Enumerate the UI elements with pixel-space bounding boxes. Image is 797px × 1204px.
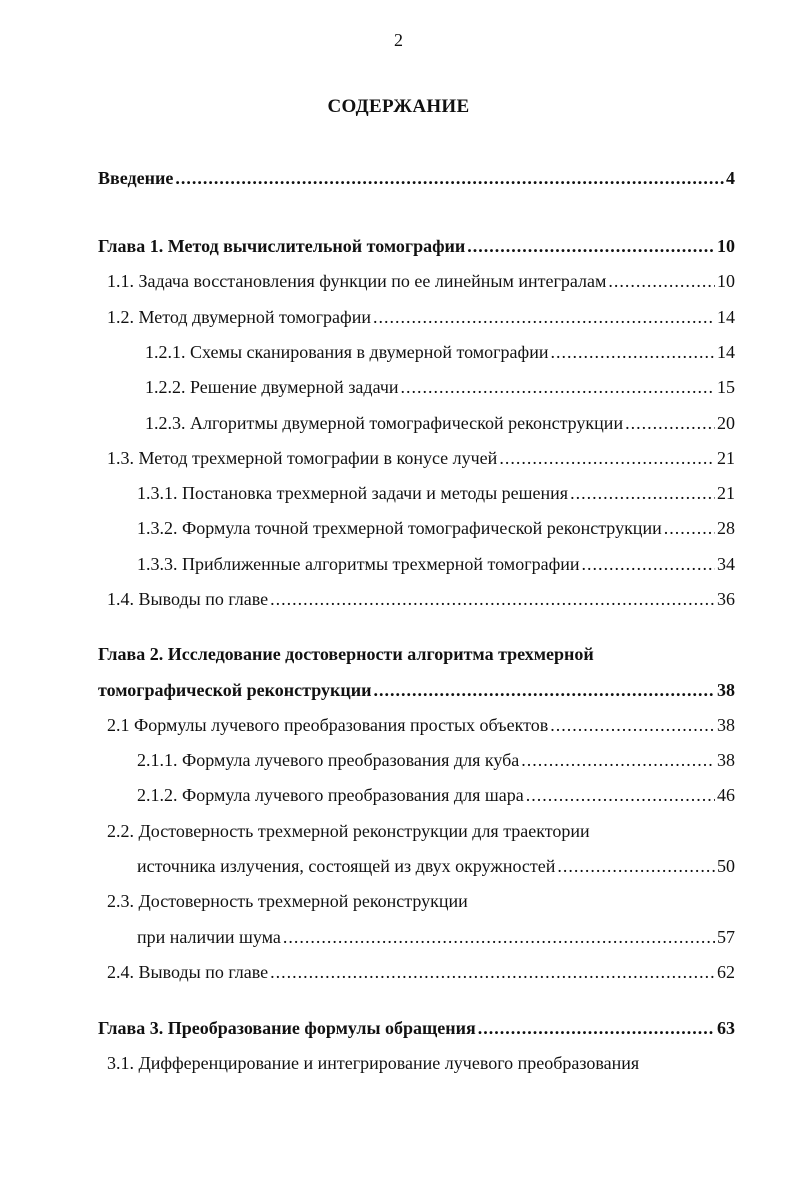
toc-entry-1-3[interactable] [107, 446, 735, 470]
toc-entry-label: Глава 3. Преобразование формулы обращения [98, 1018, 476, 1038]
dot-leader [664, 516, 715, 540]
dot-leader [570, 481, 715, 505]
toc-entry-page: 14 [717, 307, 735, 327]
dot-leader [478, 1016, 715, 1040]
toc-entry-page: 14 [717, 342, 735, 362]
toc-entry-introduction[interactable] [98, 166, 735, 190]
toc-entry-label: 2.1.2. Формула лучевого преобразования для шара [137, 785, 524, 805]
toc-entry-label: 1.2.1. Схемы сканирования в двумерной томографии [145, 342, 549, 362]
toc-entry-1-1[interactable] [107, 269, 735, 293]
toc-entry-1-2[interactable] [107, 305, 735, 329]
toc-entry-page: 62 [717, 962, 735, 982]
toc-entry-3-1[interactable]: 3.1. Дифференцирование и интегрирование лучевого преобразования [107, 1053, 640, 1073]
toc-entry-label: 1.2.3. Алгоритмы двумерной томографической реконструкции [145, 413, 624, 433]
dot-leader [401, 375, 715, 399]
toc-entry-1-2-1[interactable] [145, 340, 735, 364]
toc-entry-label: 1.3.3. Приближенные алгоритмы трехмерной томографии [137, 554, 580, 574]
toc-entry-2-1-2[interactable] [137, 783, 735, 807]
toc-entry-label: 1.3.2. Формула точной трехмерной томографической реконструкции [137, 518, 662, 538]
toc-entry-label: 1.3. Метод трехмерной томографии в конусе лучей [107, 448, 498, 468]
toc-entry-label: 2.1 Формулы лучевого преобразования простых объектов [107, 715, 549, 735]
toc-entry-2-3[interactable] [137, 925, 735, 949]
toc-entry-page: 36 [717, 589, 735, 609]
toc-entry-2-2-line1[interactable]: 2.2. Достоверность трехмерной реконструкции для траектории [107, 821, 590, 841]
toc-entry-page: 63 [717, 1018, 735, 1038]
dot-leader [373, 678, 715, 702]
toc-entry-label: при наличии шума [137, 927, 281, 947]
toc-entry-page: 34 [717, 554, 735, 574]
dot-leader [625, 411, 715, 435]
toc-entry-page: 10 [717, 271, 735, 291]
toc-entry-page: 46 [717, 785, 735, 805]
toc-entry-1-3-3[interactable] [137, 552, 735, 576]
toc-chapter-2-title-line1[interactable]: Глава 2. Исследование достоверности алгоритма трехмерной [98, 644, 594, 664]
dot-leader [499, 446, 715, 470]
toc-entry-1-2-3[interactable] [145, 411, 735, 435]
toc-entry-2-2[interactable] [137, 854, 735, 878]
dot-leader [550, 713, 715, 737]
toc-entry-page: 10 [717, 236, 735, 256]
toc-entry-chapter-3[interactable] [98, 1016, 735, 1040]
toc-entry-page: 38 [717, 680, 735, 700]
toc-entry-1-4[interactable] [107, 587, 735, 611]
toc-entry-1-3-2[interactable] [137, 516, 735, 540]
dot-leader [550, 340, 715, 364]
toc-entry-2-4[interactable] [107, 960, 735, 984]
dot-leader [526, 783, 715, 807]
dot-leader [270, 960, 715, 984]
dot-leader [557, 854, 715, 878]
page-number: 2 [394, 30, 403, 50]
toc-entry-label: 2.4. Выводы по главе [107, 962, 269, 982]
dot-leader [373, 305, 715, 329]
toc-entry-page: 15 [717, 377, 735, 397]
toc-entry-2-3-line1[interactable]: 2.3. Достоверность трехмерной реконструкции [107, 891, 468, 911]
toc-entry-label: 1.3.1. Постановка трехмерной задачи и методы решения [137, 483, 569, 503]
toc-entry-2-1[interactable] [107, 713, 735, 737]
toc-entry-2-1-1[interactable] [137, 748, 735, 772]
toc-entry-page: 50 [717, 856, 735, 876]
toc-entry-label: 1.2.2. Решение двумерной задачи [145, 377, 399, 397]
dot-leader [283, 925, 715, 949]
toc-entry-label: 1.4. Выводы по главе [107, 589, 269, 609]
dot-leader [175, 166, 724, 190]
toc-entry-label: Введение [98, 168, 174, 188]
toc-entry-label: томографической реконструкции [98, 680, 372, 700]
page-title: СОДЕРЖАНИЕ [327, 96, 470, 117]
dot-leader [608, 269, 715, 293]
toc-entry-page: 38 [717, 715, 735, 735]
toc-entry-label: 1.2. Метод двумерной томографии [107, 307, 371, 327]
toc-entry-page: 21 [717, 448, 735, 468]
dot-leader [467, 234, 715, 258]
toc-entry-1-3-1[interactable] [137, 481, 735, 505]
dot-leader [270, 587, 715, 611]
toc-entry-chapter-2[interactable] [98, 678, 735, 702]
toc-entry-page: 28 [717, 518, 735, 538]
toc-entry-label: 2.1.1. Формула лучевого преобразования для куба [137, 750, 520, 770]
toc-entry-label: Глава 1. Метод вычислительной томографии [98, 236, 466, 256]
toc-entry-page: 21 [717, 483, 735, 503]
toc-entry-1-2-2[interactable] [145, 375, 735, 399]
toc-entry-label: источника излучения, состоящей из двух окружностей [137, 856, 556, 876]
dot-leader [582, 552, 715, 576]
toc-entry-page: 38 [717, 750, 735, 770]
toc-entry-label: 1.1. Задача восстановления функции по ее линейным интегралам [107, 271, 607, 291]
toc-entry-page: 4 [726, 168, 735, 188]
toc-entry-page: 57 [717, 927, 735, 947]
dot-leader [521, 748, 715, 772]
toc-entry-chapter-1[interactable] [98, 234, 735, 258]
toc-entry-page: 20 [717, 413, 735, 433]
